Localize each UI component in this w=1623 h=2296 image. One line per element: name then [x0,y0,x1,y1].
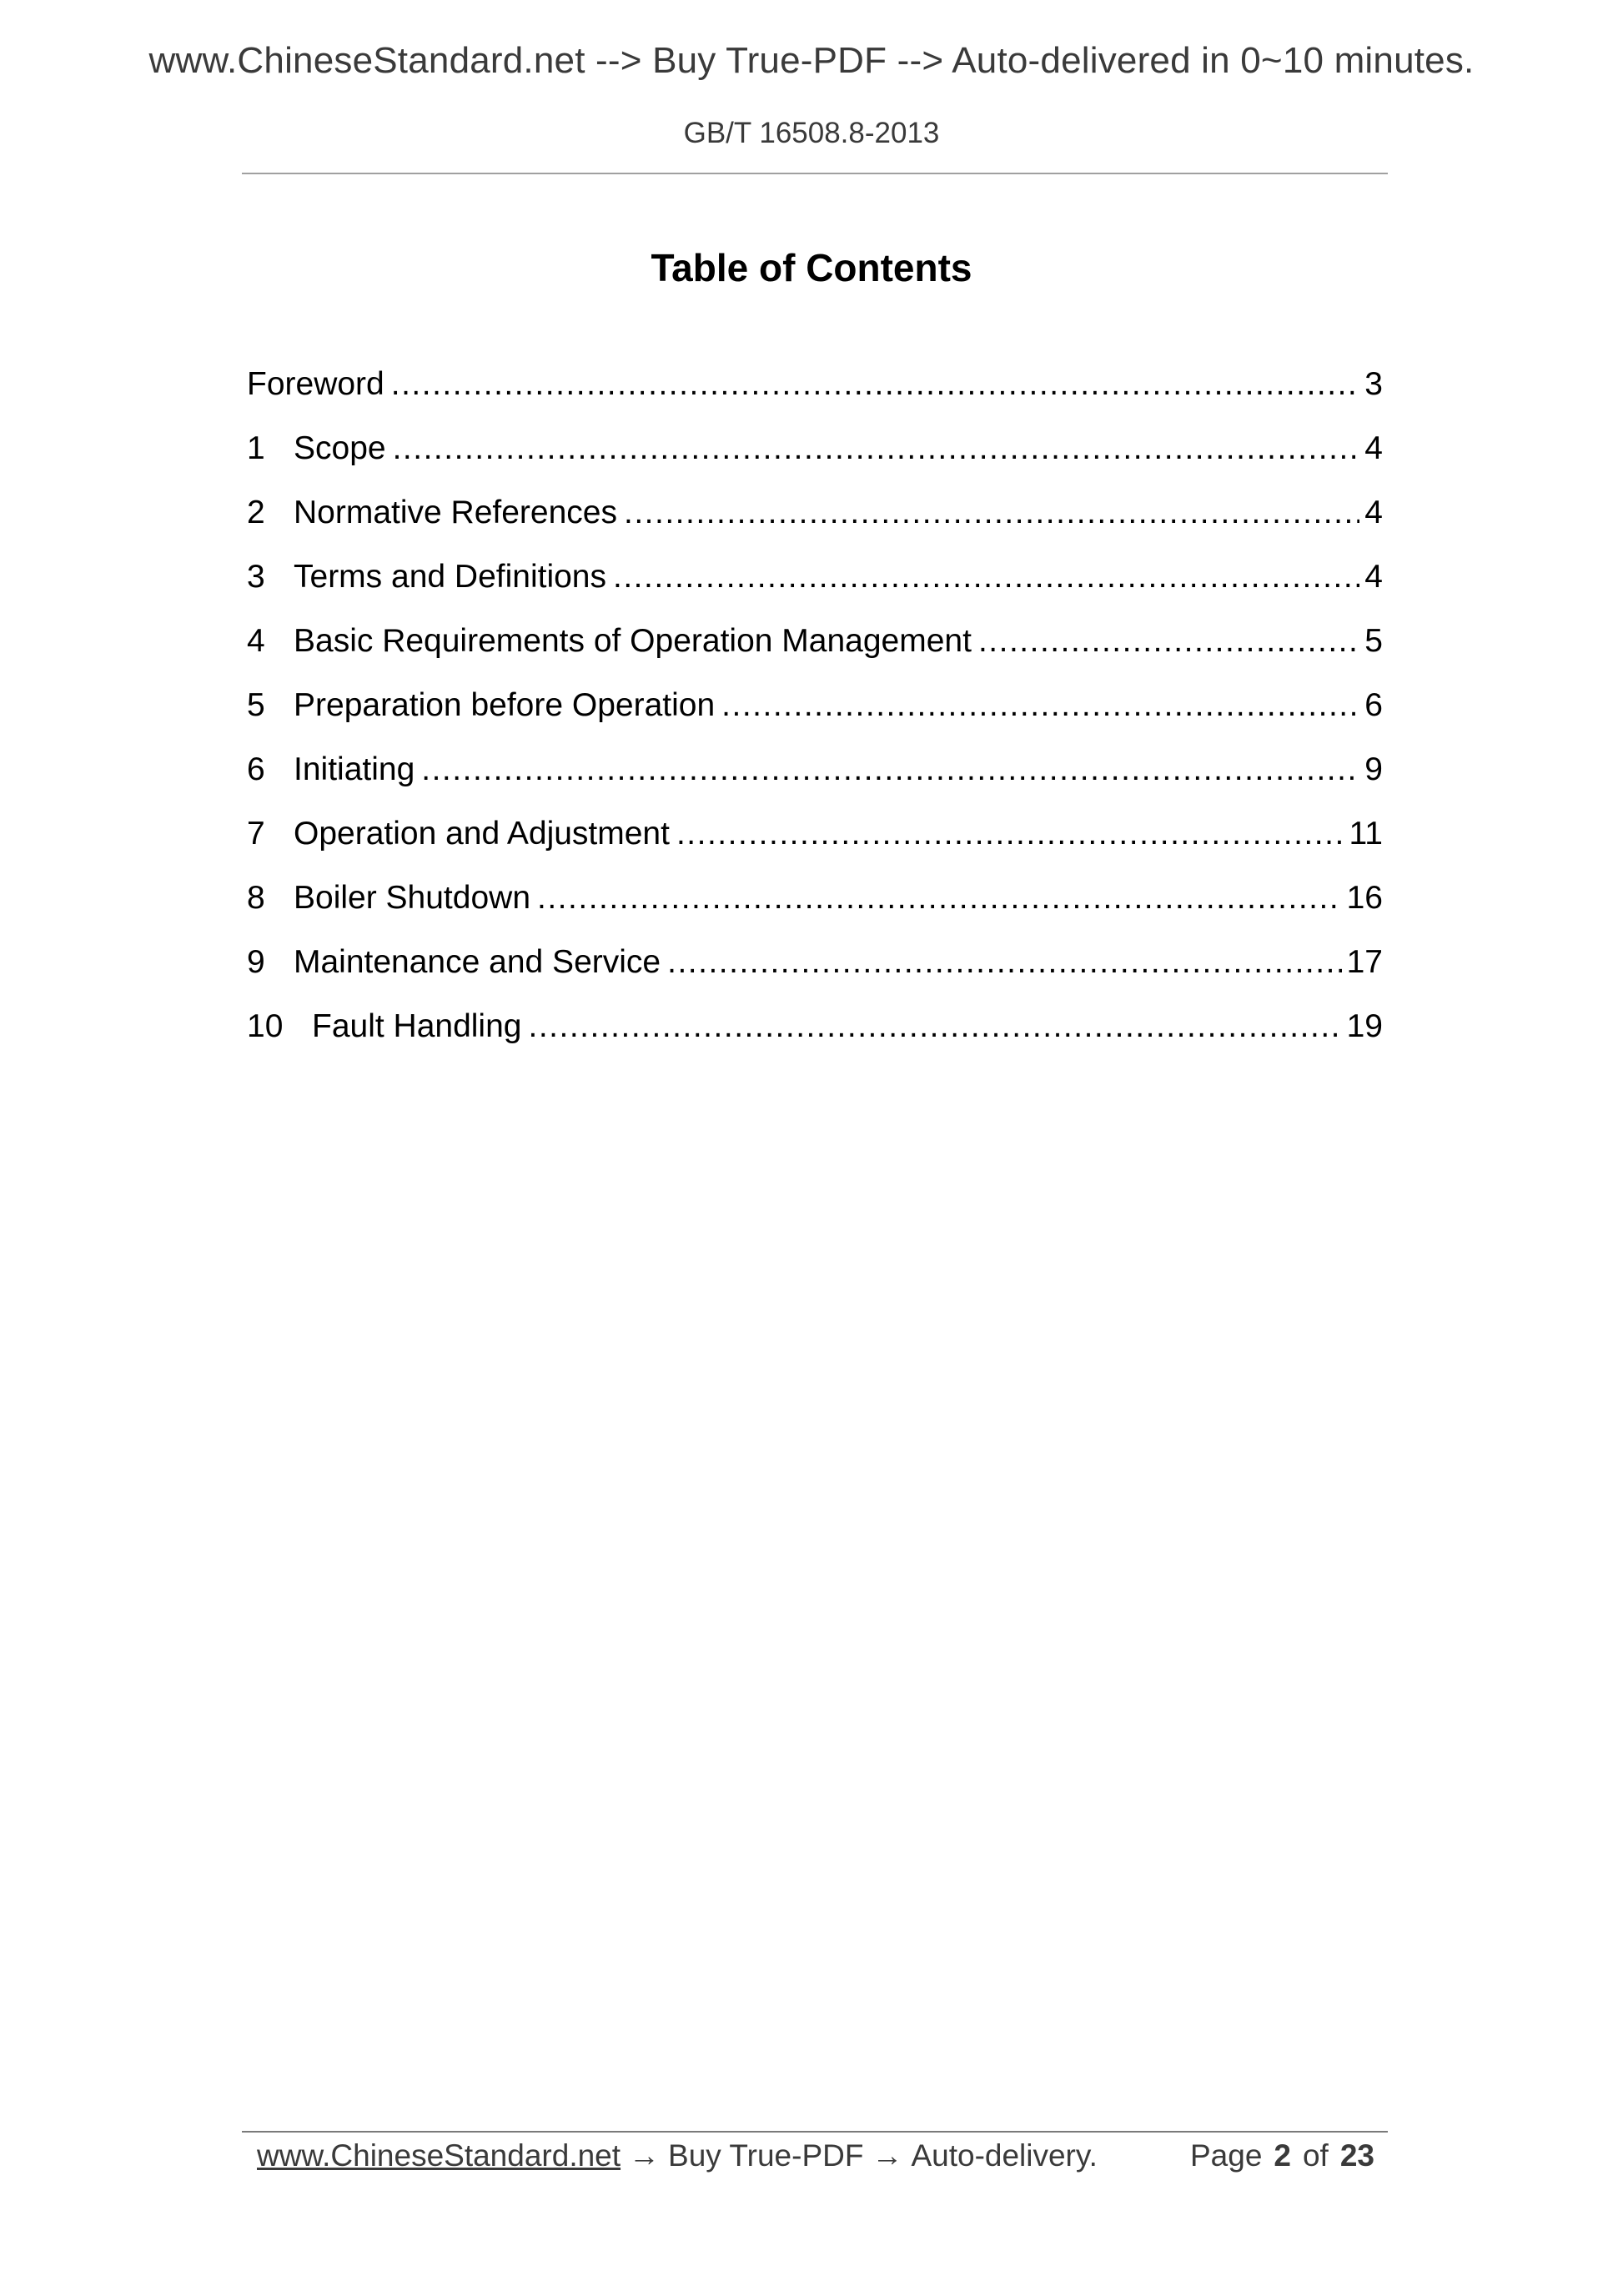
toc-entry-boiler-shutdown[interactable] [247,876,1383,940]
footer-promo [257,2135,1098,2177]
toc-entry-page: 4 [1364,495,1383,530]
page-word: Page [1189,2138,1263,2173]
toc-entry-fault-handling[interactable] [247,1004,1383,1068]
toc-entry-label: Normative References [294,495,617,530]
arrow-right-icon: → [629,2138,661,2173]
toc-dot-leader [537,876,1342,921]
toc-entry-operation-and-adjustment[interactable] [247,811,1383,876]
toc-dot-leader [667,940,1342,985]
toc-entry-number: 10 [247,1008,284,1044]
toc-dot-leader [624,490,1359,535]
toc-entry-label: Scope [294,430,386,466]
arrow-right-icon: → [872,2138,903,2173]
footer-buy-text: Buy True-PDF [668,2138,864,2173]
toc-entry-page: 11 [1349,816,1383,852]
toc-dot-leader [613,555,1359,600]
toc-dot-leader [721,683,1359,728]
toc-dot-leader [421,747,1359,792]
toc-entry-page: 3 [1364,366,1383,402]
toc-entry-page: 19 [1346,1008,1383,1044]
toc-dot-leader [391,362,1360,407]
page-current: 2 [1274,2138,1291,2173]
toc-dot-leader [978,619,1359,664]
toc-entry-label: Terms and Definitions [294,559,606,595]
toc-entry-label: Basic Requirements of Operation Management [294,623,972,659]
toc-dot-leader [528,1004,1341,1049]
toc-entry-page: 4 [1364,559,1383,595]
toc-entry-page: 17 [1346,944,1383,980]
toc-entry-page: 5 [1364,623,1383,659]
toc-entry-label: Fault Handling [312,1008,522,1044]
toc-dot-leader [393,426,1360,471]
toc-entry-basic-requirements[interactable] [247,619,1383,683]
toc-entry-foreword[interactable] [247,362,1383,426]
toc-entry-label: Maintenance and Service [294,944,661,980]
toc-entry-number: 9 [247,944,265,980]
document-code: GB/T 16508.8-2013 [683,117,940,149]
toc-entry-label: Boiler Shutdown [294,880,531,916]
toc-entry-page: 16 [1346,880,1383,916]
toc-entry-number: 2 [247,495,265,530]
page-indicator [1190,2135,1374,2177]
toc-entry-number: 8 [247,880,265,916]
toc-dot-leader [676,811,1344,857]
toc-entry-number: 6 [247,751,265,787]
of-word: of [1302,2138,1329,2173]
toc-entry-label: Preparation before Operation [294,687,716,723]
toc-entry-number: 3 [247,559,265,595]
footer-site-link[interactable]: www.ChineseStandard.net [257,2138,621,2173]
toc-entry-page: 9 [1364,751,1383,787]
toc-entry-normative-references[interactable] [247,490,1383,555]
toc-entry-page: 6 [1364,687,1383,723]
footer-divider [242,2131,1388,2133]
toc-entry-scope[interactable] [247,426,1383,490]
header-divider [242,173,1388,174]
toc-entry-label: Operation and Adjustment [294,816,670,852]
toc-entry-number: 4 [247,623,265,659]
page-footer [257,2135,1374,2177]
toc-list [247,362,1383,1068]
toc-entry-label: Initiating [294,751,415,787]
toc-entry-label: Foreword [247,366,384,402]
toc-entry-preparation[interactable] [247,683,1383,747]
toc-title: Table of Contents [651,246,972,289]
toc-entry-number: 7 [247,816,265,852]
page-total: 23 [1339,2138,1374,2173]
toc-entry-number: 5 [247,687,265,723]
site-banner: www.ChineseStandard.net --> Buy True-PDF --> Auto-delivered in 0~10 minutes. [148,40,1475,81]
footer-delivery-text: Auto-delivery. [911,2138,1098,2173]
toc-entry-initiating[interactable] [247,747,1383,811]
toc-entry-maintenance-and-service[interactable] [247,940,1383,1004]
toc-entry-terms-and-definitions[interactable] [247,555,1383,619]
toc-entry-number: 1 [247,430,265,466]
toc-entry-page: 4 [1364,430,1383,466]
